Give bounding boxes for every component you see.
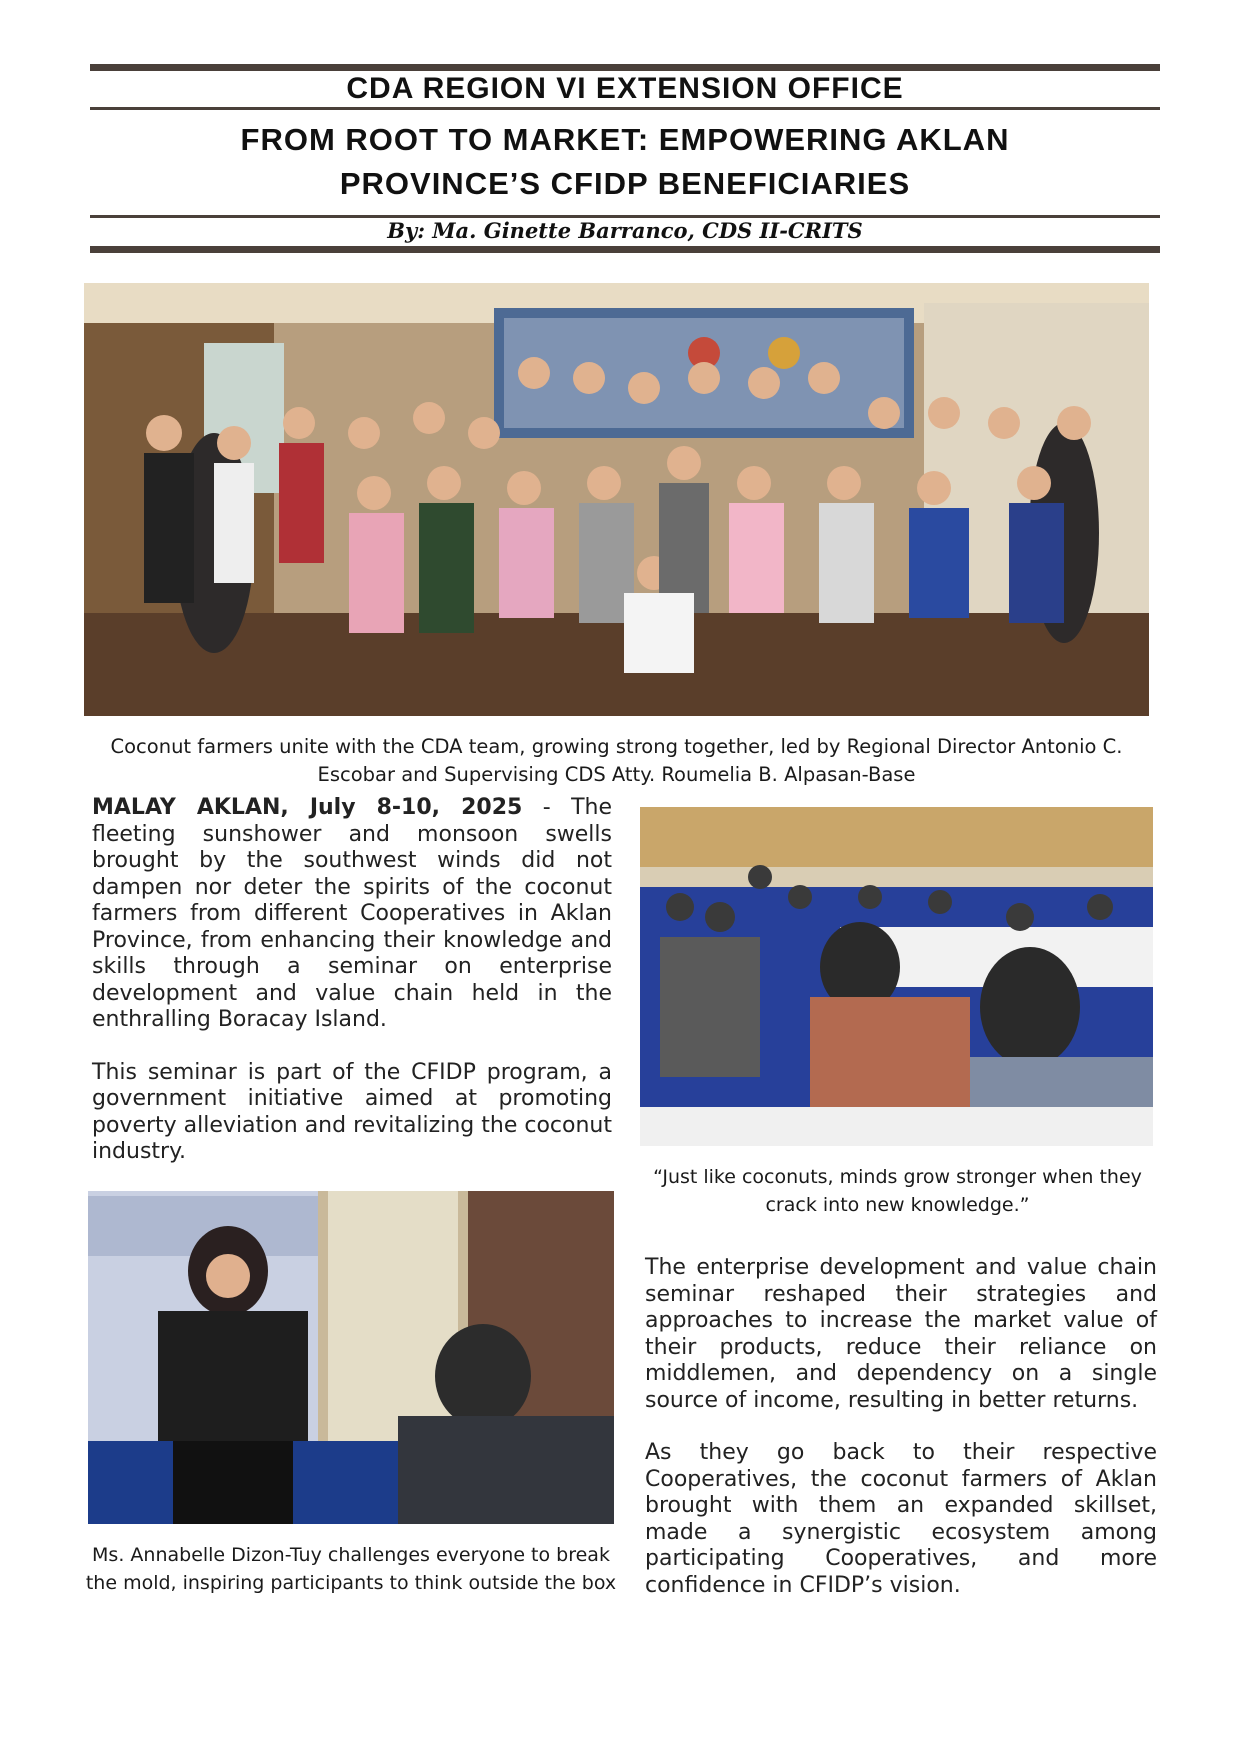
group-photo [84,283,1149,716]
office-name: CDA REGION VI EXTENSION OFFICE [346,72,904,105]
header-rule-bottom [90,246,1160,253]
paragraph-1 [92,795,612,1034]
seminar-photo [640,807,1153,1146]
speaker-photo-caption: Ms. Annabelle Dizon-Tuy challenges everyone to break the mold, inspiring participants to think outside the box [85,1544,617,1594]
article-column-right [645,1255,1157,1625]
byline: By: Ma. Ginette Barranco, CDS II-CRITS [387,218,863,243]
article-column-left [92,795,612,1192]
article-title [90,118,1160,206]
group-photo-caption: Coconut farmers unite with the CDA team, growing strong together, led by Regional Director Antonio C. Escobar and Supervising CDS Atty. Roumelia B. Alpasan-Base [110,735,1123,786]
paragraph-4: As they go back to their respective Cooperatives, the coconut farmers of Aklan brought with them an expanded skillset, made a synergistic ecosystem among participating Cooperatives, and more confidence in CFIDP’s vision. [645,1440,1157,1598]
paragraph-2: This seminar is part of the CFIDP program, a government initiative aimed at promoting poverty alleviation and revitalizing the coconut industry. [92,1059,612,1164]
speaker-photo [88,1191,614,1524]
dateline: MALAY AKLAN, July 8-10, 2025 [92,795,523,820]
seminar-photo-caption: “Just like coconuts, minds grow stronger when they crack into new knowledge.” [653,1166,1142,1216]
header-rule-2 [90,107,1160,110]
paragraph-1-text: - The fleeting sunshower and monsoon swells brought by the southwest winds did not dampen nor deter the spirits of the coconut farmers from different Cooperatives in Aklan Province, from enhancing their knowledge and skills through a seminar on enterprise development and value chain held in the enthralling Boracay Island. [92,795,613,1032]
paragraph-3: The enterprise development and value chain seminar reshaped their strategies and approaches to increase the market value of their products, reduce their reliance on middlemen, and dependency on a single source of income, resulting in better returns. [645,1255,1157,1413]
title-line-1: FROM ROOT TO MARKET: EMPOWERING AKLAN [240,122,1010,157]
header-rule-top [90,64,1160,71]
title-line-2: PROVINCE’S CFIDP BENEFICIARIES [339,166,911,201]
